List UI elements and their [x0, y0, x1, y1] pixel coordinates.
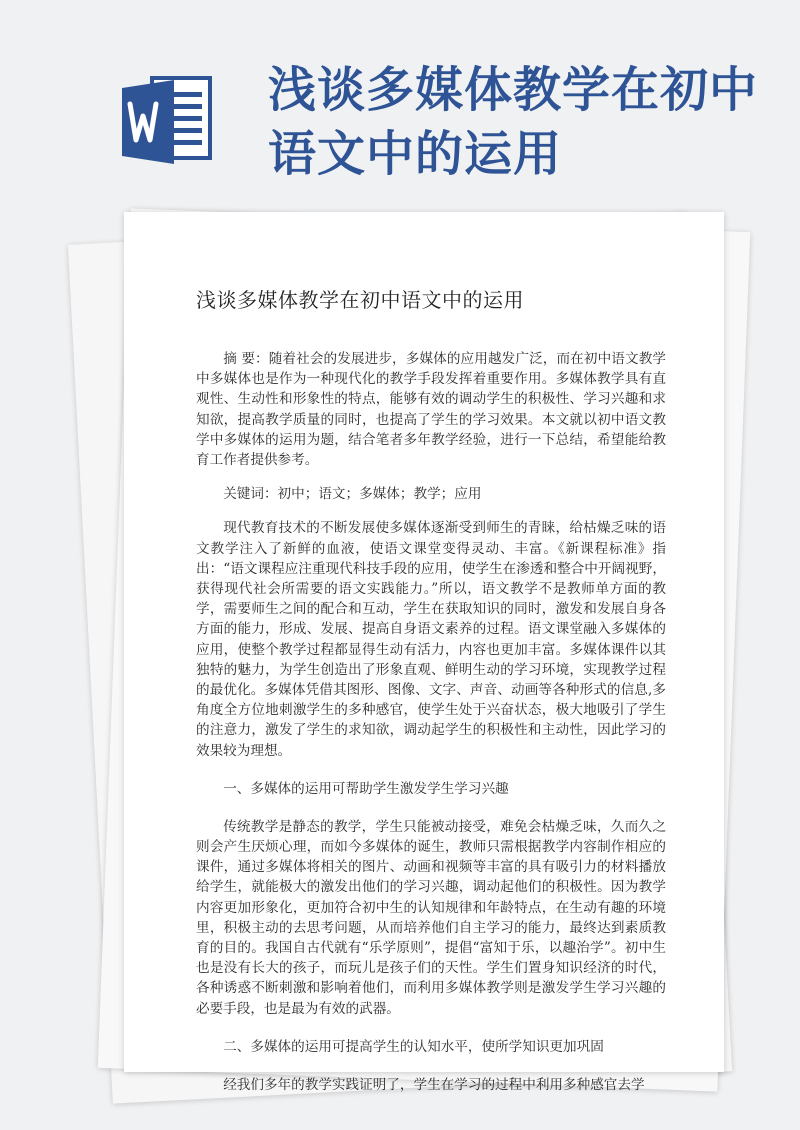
- section1-heading: 一、多媒体的运用可帮助学生激发学生学习兴趣: [223, 780, 509, 797]
- document-page: [124, 212, 724, 1093]
- keywords-line: 关键词：初中；语文；多媒体；教学；应用: [223, 486, 482, 503]
- banner: [0, 0, 800, 200]
- section1-paragraph: 传统教学是静态的教学，学生只能被动接受，难免会枯燥乏味，久而久之则会产生厌烦心理，而如今多媒体的诞生，教师只需根据教学内容制作相应的课件，通过多媒体将相关的图片、动画和视频等丰富的具有吸引力的材料播放给学生，就能极大的激发出他们的学习兴趣，调动起他们的积极性。因为教学内容更加形象化，更加符合初中生的认知规律和年龄特点，在生动有趣的环境里，积极主动的去思考问题，从而培养他们自主学习的能力，最终达到素质教育的目的。我国自古代就有“乐学原则”，提倡“富知于乐，以趣治学”。初中生也是没有长大的孩子，而玩儿是孩子们的天性。学生们置身知识经济的时代，各种诱惑不断刺激和影响着他们，而利用多媒体教学则是激发学生学习兴趣的必要手段，也是最为有效的武器。: [196, 818, 666, 1017]
- intro-paragraph: 现代教育技术的不断发展使多媒体逐渐受到师生的青睐，给枯燥乏味的语文教学注入了新鲜的血液，使语文课堂变得灵动、丰富。《新课程标准》指出：“语文课程应注重现代科技手段的应用，使学生在渗透和整合中开阔视野，获得现代社会所需要的语文实践能力。”所以，语文教学不是教师单方面的教学，需要师生之间的配合和互动，学生在获取知识的同时，激发和发展自身各方面的能力，形成、发展、提高自身语文素养的过程。语文课堂融入多媒体的应用，使整个教学过程都显得生动有活力，内容也更加丰富。多媒体课件以其独特的魅力，为学生创造出了形象直观、鲜明生动的学习环境，实现教学过程的最优化。多媒体凭借其图形、图像、文字、声音、动画等各种形式的信息,多角度全方位地刺激学生的多种感官，使学生处于兴奋状态，极大地吸引了学生的注意力，激发了学生的求知欲，调动起学生的积极性和主动性，因此学习的效果较为理想。: [196, 520, 666, 759]
- section2-heading: 二、多媒体的运用可提高学生的认知水平，使所学知识更加巩固: [223, 1038, 604, 1055]
- word-document-icon: [118, 72, 218, 172]
- banner-title: 浅谈多媒体教学在初中语文中的运用: [268, 62, 759, 182]
- abstract-paragraph: 摘 要：随着社会的发展进步，多媒体的应用越发广泛，而在初中语文教学中多媒体也是作为一种现代化的教学手段发挥着重要作用。多媒体教学具有直观性、生动性和形象性的特点，能够有效的调动学生的积极性、学习兴趣和求知欲，提高教学质量的同时，也提高了学生的学习效果。本文就以初中语文教学中多媒体的运用为题，结合笔者多年教学经验，进行一下总结，希望能给教育工作者提供参考。: [196, 351, 666, 469]
- document-title: 浅谈多媒体教学在初中语文中的运用: [196, 288, 524, 312]
- section2-paragraph: 经我们多年的教学实践证明了，学生在学习的过程中利用多种感官去学: [223, 1076, 645, 1093]
